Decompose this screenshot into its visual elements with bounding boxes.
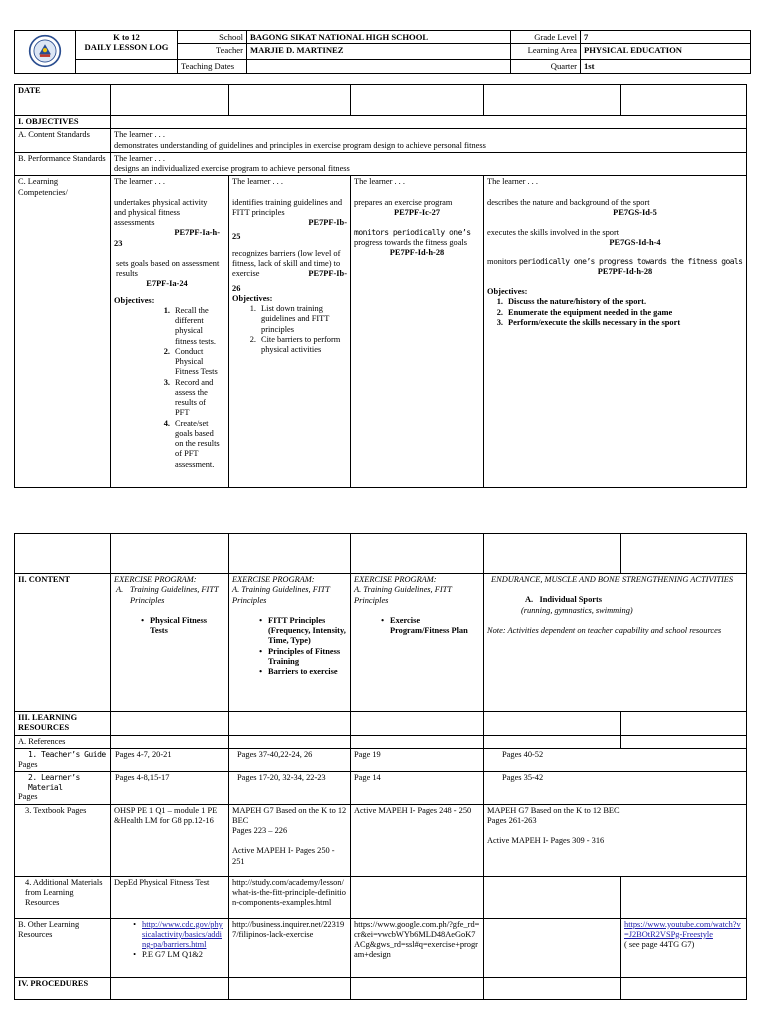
am-blank-5 bbox=[621, 876, 747, 918]
blank-head-2 bbox=[229, 534, 351, 574]
learning-resources-label: III. LEARNING RESOURCES bbox=[15, 712, 111, 736]
lr-blank-3 bbox=[351, 712, 484, 736]
objective-item: 4. Create/set goals based on the results of PFT assessment. bbox=[163, 418, 220, 469]
lm-day2: Pages 17-20, 32-34, 22-23 bbox=[229, 771, 351, 804]
proc-blank-5 bbox=[621, 977, 747, 999]
date-cell-2 bbox=[229, 85, 351, 116]
lr-blank-1 bbox=[111, 712, 229, 736]
teachers-guide-label: 1. Teacher’s Guide Pages bbox=[15, 748, 111, 771]
school-value: BAGONG SIKAT NATIONAL HIGH SCHOOL bbox=[247, 31, 511, 44]
objective-item: 2. Enumerate the equipment needed in the game bbox=[496, 307, 673, 317]
quarter-label: Quarter bbox=[511, 60, 581, 74]
blank-head-3 bbox=[351, 534, 484, 574]
am-blank-4 bbox=[484, 876, 621, 918]
learning-competencies-label: C. Learning Competencies/ bbox=[15, 176, 111, 488]
blank-head-4 bbox=[484, 534, 621, 574]
grade-label: Grade Level bbox=[511, 31, 581, 44]
tb-day4: MAPEH G7 Based on the K to 12 BEC Pages 261-263 Active MAPEH I- Pages 309 - 316 bbox=[484, 804, 747, 876]
proc-blank-4 bbox=[484, 977, 621, 999]
content-day1: EXERCISE PROGRAM: A. Training Guidelines, FITT Principles • Physical Fitness Tests bbox=[111, 574, 229, 712]
content-label: II. CONTENT bbox=[15, 574, 111, 712]
tg-day1: Pages 4-7, 20-21 bbox=[111, 748, 229, 771]
resource-bullet: • P.E G7 LM Q1&2 bbox=[133, 950, 203, 960]
lr-blank-5 bbox=[621, 712, 747, 736]
blank-head-0 bbox=[15, 534, 111, 574]
date-label: DATE bbox=[15, 85, 111, 116]
lr-blank-4 bbox=[484, 712, 621, 736]
content-bullet: • Physical Fitness Tests bbox=[141, 615, 207, 635]
resource-bullet: • http://www.cdc.gov/physicalactivity/basics/adding-pa/barriers.html bbox=[114, 920, 225, 951]
olr-day2: http://business.inquirer.net/223197/filipinos-lack-exercise bbox=[229, 918, 351, 977]
objective-item: 1. List down training guidelines and FITT principles bbox=[249, 304, 330, 334]
proc-blank-2 bbox=[229, 977, 351, 999]
objective-item: 2. Conduct Physical Fitness Tests bbox=[163, 346, 218, 377]
olr-day3: https://www.google.com.ph/?gfe_rd=cr&ei=vwcbWYb6MLD48AeGoK7ACg&gws_rd=ssl#q=exercise+program+design bbox=[351, 918, 484, 977]
blank-head-5 bbox=[621, 534, 747, 574]
teacher-value: MARJIE D. MARTINEZ bbox=[247, 44, 511, 60]
content-standards-value: The learner . . . demonstrates understanding of guidelines and principles in exercise program design to achieve personal fitness bbox=[111, 129, 747, 153]
lm-day3: Page 14 bbox=[351, 771, 484, 804]
textbook-label: 3. Textbook Pages bbox=[15, 804, 111, 876]
proc-blank-3 bbox=[351, 977, 484, 999]
date-cell-4 bbox=[484, 85, 621, 116]
other-resources-label: B. Other Learning Resources bbox=[15, 918, 111, 977]
dates-value bbox=[247, 60, 511, 74]
objective-item: 2. Cite barriers to perform physical activities bbox=[249, 334, 341, 354]
area-value: PHYSICAL EDUCATION bbox=[581, 44, 751, 60]
ref-blank-3 bbox=[351, 735, 484, 748]
content-day4: ENDURANCE, MUSCLE AND BONE STRENGTHENING ACTIVITIES A. Individual Sports (running, gymnastics, swimming) Note: Activities dependent on teacher capability and school resources bbox=[484, 574, 747, 712]
lm-day1: Pages 4-8,15-17 bbox=[111, 771, 229, 804]
content-day2: EXERCISE PROGRAM: A. Training Guidelines, FITT Principles • FITT Principles (Frequency, Intensity, Time, Type) • Principles of Fitness Training • Barriers to exercise bbox=[229, 574, 351, 712]
objective-item: 1. Discuss the nature/history of the sport. bbox=[496, 297, 647, 307]
ref-blank-1 bbox=[111, 735, 229, 748]
deped-seal-icon bbox=[28, 34, 62, 68]
objective-item: 1. Recall the different physical fitness tests. bbox=[163, 305, 216, 346]
grade-value: 7 bbox=[581, 31, 751, 44]
tg-day4: Pages 40-52 bbox=[484, 748, 747, 771]
content-day3: EXERCISE PROGRAM: A. Training Guidelines, FITT Principles • Exercise Program/Fitness Plan bbox=[351, 574, 484, 712]
teacher-label: Teacher bbox=[178, 44, 247, 60]
additional-materials-label: 4. Additional Materials from Learning Resources bbox=[15, 876, 111, 918]
seal-cell bbox=[15, 31, 76, 74]
lr-blank-2 bbox=[229, 712, 351, 736]
title-blank bbox=[76, 60, 178, 74]
olr-blank-4 bbox=[484, 918, 621, 977]
tg-day3: Page 19 bbox=[351, 748, 484, 771]
performance-standards-label: B. Performance Standards bbox=[15, 152, 111, 176]
dates-label: Teaching Dates bbox=[178, 60, 247, 74]
youtube-freestyle-link[interactable]: https://www.youtube.com/watch?v=J2BOtR2VSPg-Freestyle bbox=[624, 919, 741, 939]
lc-day2: The learner . . . identifies training guidelines and FITT principles PE7PF-Ib- 25 recognizes barriers (low level of fitness, lack of skill and time) to exercise PE7PF-Ib- 26 Objectives: 1. List down training guidelines and FITT principles 2. Cite barriers to perform physical activities bbox=[229, 176, 351, 488]
lm-day4: Pages 35-42 bbox=[484, 771, 747, 804]
olr-day5: https://www.youtube.com/watch?v=J2BOtR2VSPg-Freestyle ( see page 44TG G7) bbox=[621, 918, 747, 977]
content-bullet: • Exercise Program/Fitness Plan bbox=[381, 615, 468, 635]
objectives-table bbox=[14, 84, 747, 488]
tb-day1: OHSP PE 1 Q1 – module 1 PE &Health LM for G8 pp.12-16 bbox=[111, 804, 229, 876]
content-bullet: • Principles of Fitness Training bbox=[259, 646, 341, 666]
dll-title: K to 12 DAILY LESSON LOG bbox=[76, 31, 178, 60]
ref-blank-2 bbox=[229, 735, 351, 748]
tb-day2: MAPEH G7 Based on the K to 12 BEC Pages 223 – 226 Active MAPEH I- Pages 250 - 251 bbox=[229, 804, 351, 876]
objectives-label: I. OBJECTIVES bbox=[15, 116, 111, 129]
lc-day4: The learner . . . describes the nature and background of the sport PE7GS-Id-5 executes the skills involved in the sport PE7GS-Id-h-4 monitors periodically one’s progress towards the fitness goals PE7PF-Id-h-28 Objectives: 1. Discuss the nature/history of the sport. 2. Enumerate the equipment needed in the game 3. Perform/execute the skills necessary in the sport bbox=[484, 176, 747, 488]
am-day2: http://study.com/academy/lesson/what-is-the-fitt-principle-definition-components-examples.html bbox=[229, 876, 351, 918]
header-table bbox=[14, 30, 751, 74]
quarter-value: 1st bbox=[581, 60, 751, 74]
cdc-barriers-link[interactable]: http://www.cdc.gov/physicalactivity/basics/adding-pa/barriers.html bbox=[142, 919, 223, 949]
ref-blank-4 bbox=[484, 735, 621, 748]
learners-material-label: 2. Learner’s Material Pages bbox=[15, 771, 111, 804]
content-resources-table bbox=[14, 533, 747, 1000]
tg-day2: Pages 37-40,22-24, 26 bbox=[229, 748, 351, 771]
date-cell-5 bbox=[621, 85, 747, 116]
date-cell-1 bbox=[111, 85, 229, 116]
objectives-blank bbox=[111, 116, 747, 129]
content-standards-label: A. Content Standards bbox=[15, 129, 111, 153]
lc-day3: The learner . . . prepares an exercise program PE7PF-Ic-27 monitors periodically one’s progress towards the fitness goals PE7PF-Id-h-28 bbox=[351, 176, 484, 488]
proc-blank-1 bbox=[111, 977, 229, 999]
tb-day3: Active MAPEH I- Pages 248 - 250 bbox=[351, 804, 484, 876]
procedures-label: IV. PROCEDURES bbox=[15, 977, 111, 999]
objective-item: 3. Record and assess the results of PFT bbox=[163, 377, 214, 418]
am-blank-3 bbox=[351, 876, 484, 918]
area-label: Learning Area bbox=[511, 44, 581, 60]
references-label: A. References bbox=[15, 735, 111, 748]
lc-day1: The learner . . . undertakes physical activity and physical fitness assessments PE7PF-Ia-h- 23 sets goals based on assessment results E7PF-Ia-24 Objectives: 1. Recall the different physical fitness tests. 2. Conduct Physical Fitness Tests 3. Record and assess the results of PFT 4. Create/set goals based on the results of PFT assessment. bbox=[111, 176, 229, 488]
content-bullet: • Barriers to exercise bbox=[259, 667, 338, 676]
olr-day1 bbox=[111, 918, 229, 977]
date-cell-3 bbox=[351, 85, 484, 116]
am-day1: DepEd Physical Fitness Test bbox=[111, 876, 229, 918]
objective-item: 3. Perform/execute the skills necessary in the sport bbox=[496, 317, 681, 327]
ref-blank-5 bbox=[621, 735, 747, 748]
blank-head-1 bbox=[111, 534, 229, 574]
school-label: School bbox=[178, 31, 247, 44]
content-bullet: • FITT Principles (Frequency, Intensity, Time, Type) bbox=[259, 615, 346, 646]
performance-standards-value: The learner . . . designs an individualized exercise program to achieve personal fitness bbox=[111, 152, 747, 176]
